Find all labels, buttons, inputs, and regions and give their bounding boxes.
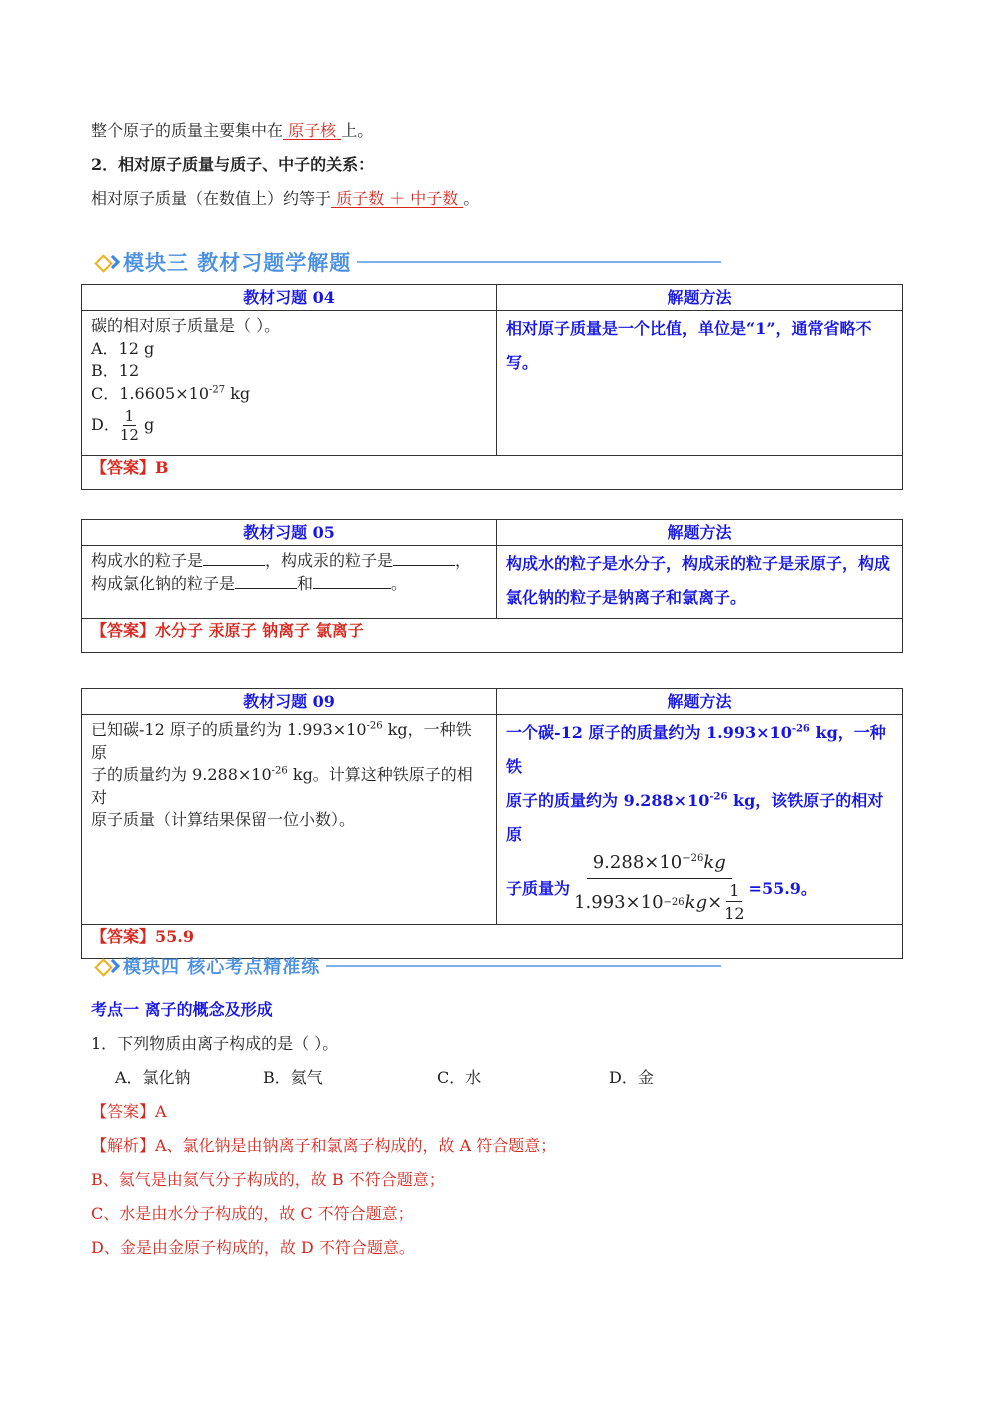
module-title: 模块三 教材习题学解题: [123, 251, 352, 275]
option-b: B．12: [91, 361, 140, 380]
answer-text: 【答案】55.9: [82, 925, 903, 959]
intro-text: 。: [463, 189, 480, 208]
method-title: 解题方法: [497, 285, 903, 311]
formula-fraction: $9.288\times 10^{-26}kg$ 1.993×10 −26 kg × $\frac{1}{12}$: [574, 852, 745, 923]
fill-answer: 原子核: [288, 121, 337, 140]
method-text: 一个碳-12 原子的质量约为 $1.993\times 10^{-26}$ kg，一种铁 原子的质量约为 $9.288\times 10^{-26}$ kg，该铁原子的相对原 子质量为 $9.288\times 10^{-26}kg$ 1.993×10 −26 kg × $\frac{1}{12}$ =55.9。: [497, 715, 903, 925]
analysis-line: D、金是由金原子构成的，故 D 不符合题意。: [91, 1238, 415, 1257]
module-title: 模块四 核心考点精准练: [123, 957, 321, 978]
option-a: A．12 g: [91, 338, 155, 358]
method-title: 解题方法: [497, 520, 903, 546]
answer-text: 【答案】A: [91, 1102, 167, 1121]
analysis-line: B、氦气是由氦气分子构成的，故 B 不符合题意；: [91, 1170, 445, 1189]
intro-text: 相对原子质量（在数值上）约等于: [91, 189, 332, 208]
answer-text: 【答案】B: [82, 456, 903, 490]
analysis-line: C、水是由水分子构成的，故 C 不符合题意；: [91, 1204, 414, 1223]
option-d: D．金: [609, 1068, 654, 1087]
exercise-04-table: [81, 284, 903, 490]
answer-blank: [203, 551, 265, 566]
method-text: 构成水的粒子是水分子，构成汞的粒子是汞原子，构成氯化钠的粒子是钠离子和氯离子。: [497, 546, 903, 619]
module-three-header: [95, 249, 721, 275]
kaodian-title: 考点一 离子的概念及形成: [91, 1000, 273, 1019]
option-d: D． $\frac{1}{12}$ g: [91, 407, 155, 444]
answer-blank: [313, 574, 391, 589]
option-c: C．水: [437, 1068, 482, 1087]
fill-answer: 质子数 ＋ 中子数: [336, 189, 459, 208]
answer-blank: [393, 551, 455, 566]
question-text: 碳的相对原子质量是（ ）。: [91, 316, 281, 335]
answer-text: 【答案】水分子 汞原子 钠离子 氯离子: [82, 619, 903, 653]
diamond-arrow-icon: [95, 251, 121, 273]
header-rule: [326, 965, 721, 967]
option-b: B．氦气: [263, 1068, 323, 1087]
answer-blank: [235, 574, 297, 589]
diamond-arrow-icon: [95, 955, 121, 977]
header-rule: [357, 261, 721, 263]
question-1: 1．下列物质由离子构成的是（ ）。: [91, 1034, 339, 1053]
option-c: C．$1.6605\times 10^{-27}$ kg: [91, 383, 251, 403]
exercise-question: 已知碳-12 原子的质量约为 $1.993\times 10^{-26}$ kg，一种铁原 子的质量约为 $9.288\times 10^{-26}$ kg。计算这种铁原子的相对 原子质量（计算结果保留一位小数）。: [82, 715, 497, 925]
intro-heading-2: 2．相对原子质量与质子、中子的关系：: [91, 155, 375, 174]
exercise-05-table: [81, 519, 903, 653]
method-title: 解题方法: [497, 689, 903, 715]
exercise-title: 教材习题 04: [82, 285, 497, 311]
method-text: 相对原子质量是一个比值，单位是“1”，通常省略不写。: [497, 311, 903, 456]
module-four-header: [95, 953, 721, 979]
intro-line-1: [91, 120, 373, 142]
exercise-title: 教材习题 09: [82, 689, 497, 715]
exercise-title: 教材习题 05: [82, 520, 497, 546]
fraction: $\frac{1}{12}$: [119, 407, 139, 444]
exercise-question: [82, 311, 497, 456]
intro-text: 整个原子的质量主要集中在: [91, 121, 284, 140]
analysis-line: 【解析】A、氯化钠是由钠离子和氯离子构成的，故 A 符合题意；: [91, 1136, 557, 1155]
intro-text: 上。: [341, 121, 374, 140]
option-a: A．氯化钠: [115, 1068, 191, 1087]
exercise-question: 构成水的粒子是 ，构成汞的粒子是 ， 构成氯化钠的粒子是 和 。: [82, 546, 497, 619]
intro-line-2: [91, 188, 479, 210]
exercise-09-table: [81, 688, 903, 959]
